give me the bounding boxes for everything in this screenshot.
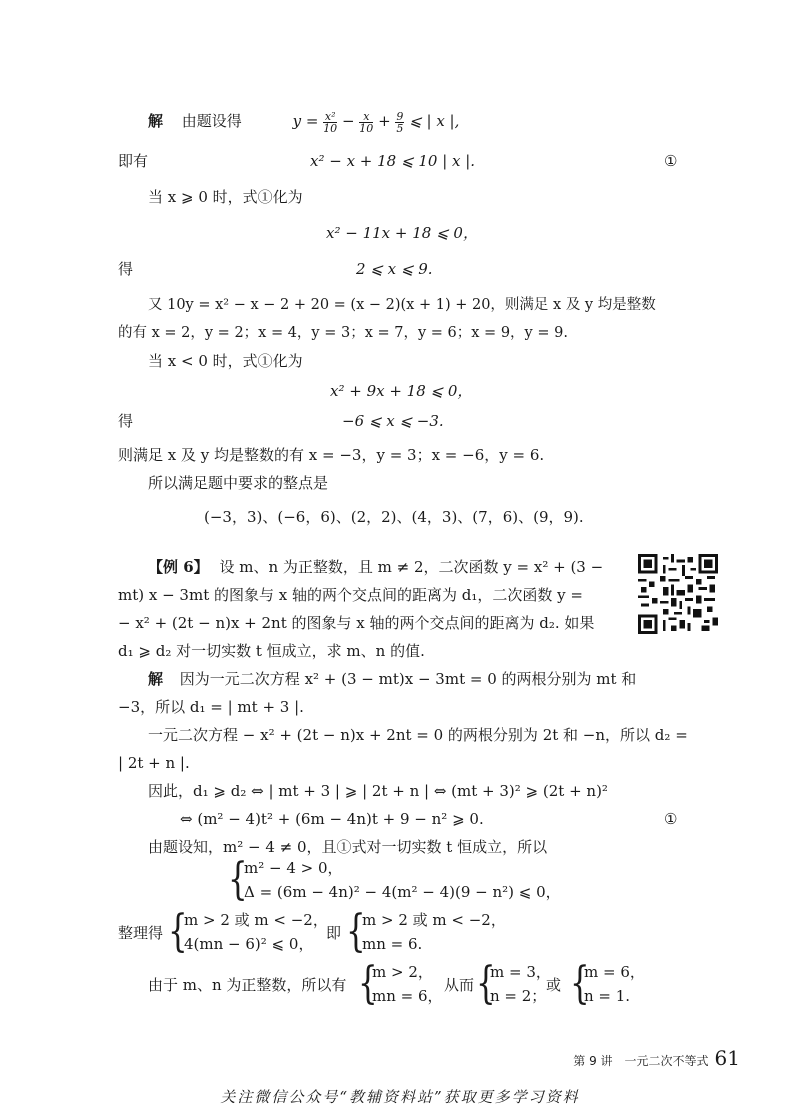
solution2-line-7: 由题设知，m² − 4 ≠ 0，且①式对一切实数 t 恒成立，所以 <box>148 838 548 856</box>
line-6: 又 10y = x² − x − 2 + 20 = (x − 2)(x + 1) + 20，则满足 x 及 y 均是整数 <box>148 297 656 313</box>
example-line-1 <box>148 556 603 578</box>
frac-den: 10 <box>323 121 338 135</box>
line-3: 当 x ⩾ 0 时，式①化为 <box>148 188 303 206</box>
line-8: 当 x < 0 时，式①化为 <box>148 352 303 370</box>
system-4 <box>372 960 443 1008</box>
system-5-row-a: m = 3， <box>490 963 551 981</box>
system-6 <box>584 960 645 1008</box>
text: 由题设得 <box>181 112 242 130</box>
math-part: ⩽ | x |, <box>404 112 460 130</box>
final-mid: 从而 <box>444 976 475 994</box>
line-5-math: 2 ⩽ x ⩽ 9. <box>356 260 433 278</box>
system-4-row-b: mn = 6， <box>372 987 443 1005</box>
example-line-3: − x² + (2t − n)x + 2nt 的图象与 x 轴的两个交点间的距离为 d₂. 如果 <box>118 614 595 632</box>
page-number: 61 <box>714 1046 740 1070</box>
line-2-text: 即有 <box>118 152 149 170</box>
math-part: y = <box>292 112 324 130</box>
line-10-text: 得 <box>118 412 134 430</box>
math <box>292 109 460 135</box>
solution-line-1 <box>148 110 459 134</box>
line-10-math: −6 ⩽ x ⩽ −3. <box>342 412 444 430</box>
final-or: 或 <box>546 976 562 994</box>
system-3 <box>362 908 506 956</box>
example-line-2: mt) x − 3mt 的图象与 x 轴的两个交点间的距离为 d₁，二次函数 y = <box>118 586 583 604</box>
solution-label: 解 <box>148 112 164 130</box>
solution2-line-1 <box>148 668 636 690</box>
system-6-row-a: m = 6， <box>584 963 645 981</box>
text: 因为一元二次方程 x² + (3 − mt)x − 3mt = 0 的两根分别为 mt 和 <box>179 670 637 688</box>
system-5-row-b: n = 2； <box>490 987 547 1005</box>
fraction <box>359 111 373 134</box>
solution2-line-4: | 2t + n |. <box>118 754 190 772</box>
example-label: 【例 6】 <box>148 558 209 576</box>
system-3-row-b: mn = 6. <box>362 935 423 953</box>
solution2-line-5: 因此，d₁ ⩾ d₂ ⇔ | mt + 3 | ⩾ | 2t + n | ⇔ (mt + 3)² ⩾ (2t + n)² <box>148 782 608 800</box>
line-9: x² + 9x + 18 ⩽ 0， <box>330 382 473 400</box>
line-4: x² − 11x + 18 ⩽ 0， <box>326 224 478 242</box>
chapter-title: 第 9 讲 一元二次不等式 <box>573 1054 709 1068</box>
system-1-row-a: m² − 4 > 0， <box>244 859 343 877</box>
solution2-line-2: −3，所以 d₁ = | mt + 3 |. <box>118 698 304 716</box>
left-brace: { <box>228 854 248 905</box>
result-mid: 即 <box>326 924 342 942</box>
line-11: 则满足 x 及 y 均是整数的有 x = −3，y = 3；x = −6，y = 6. <box>118 446 545 464</box>
left-brace: { <box>168 906 188 957</box>
line-13: (−3，3)、(−6，6)、(2，2)、(4，3)、(7，6)、(9，9). <box>204 508 584 526</box>
frac-den: 5 <box>396 121 404 135</box>
solution-label: 解 <box>148 670 164 688</box>
qr-code-icon <box>638 554 718 634</box>
left-brace: { <box>476 958 496 1009</box>
frac-num: x² <box>324 109 336 123</box>
line-2-math: x² − x + 18 ⩽ 10 | x |. <box>310 152 476 170</box>
frac-den: 10 <box>359 121 374 135</box>
promo-banner: 关注微信公众号“教辅资料站”获取更多学习资料 <box>220 1088 580 1106</box>
result-text: 整理得 <box>118 924 164 942</box>
page-footer <box>573 1046 740 1070</box>
line-7: 的有 x = 2，y = 2；x = 4，y = 3；x = 7，y = 6；x = 9，y = 9. <box>118 325 568 341</box>
left-brace: { <box>570 958 590 1009</box>
math-part: − <box>337 112 360 130</box>
system-2-row-a: m > 2 或 m < −2， <box>184 911 328 929</box>
example-line-4: d₁ ⩾ d₂ 对一切实数 t 恒成立，求 m、n 的值. <box>118 642 425 660</box>
solution2-line-6: ⇔ (m² − 4)t² + (6m − 4n)t + 9 − n² ⩾ 0. <box>180 810 484 828</box>
math-part: + <box>373 112 396 130</box>
frac-num: 9 <box>396 109 404 123</box>
system-6-row-b: n = 1. <box>584 987 631 1005</box>
line-5-text: 得 <box>118 260 134 278</box>
system-2-row-b: 4(mn − 6)² ⩽ 0， <box>184 935 314 953</box>
left-brace: { <box>346 906 366 957</box>
system-2 <box>184 908 328 956</box>
system-5 <box>490 960 551 1008</box>
system-1 <box>244 856 561 904</box>
text: 设 m、n 为正整数，且 m ≠ 2，二次函数 y = x² + (3 − <box>219 558 604 576</box>
final-text: 由于 m、n 为正整数，所以有 <box>148 976 347 994</box>
left-brace: { <box>358 958 378 1009</box>
system-3-row-a: m > 2 或 m < −2， <box>362 911 506 929</box>
frac-num: x <box>359 111 373 123</box>
line-12: 所以满足题中要求的整点是 <box>148 474 329 492</box>
equation-mark-2: ① <box>664 810 678 828</box>
equation-mark-1: ① <box>664 152 678 170</box>
system-4-row-a: m > 2， <box>372 963 433 981</box>
fraction <box>323 111 337 134</box>
system-1-row-b: Δ = (6m − 4n)² − 4(m² − 4)(9 − n²) ⩽ 0， <box>244 883 561 901</box>
solution2-line-3: 一元二次方程 − x² + (2t − n)x + 2nt = 0 的两根分别为 2t 和 −n，所以 d₂ = <box>148 726 688 744</box>
